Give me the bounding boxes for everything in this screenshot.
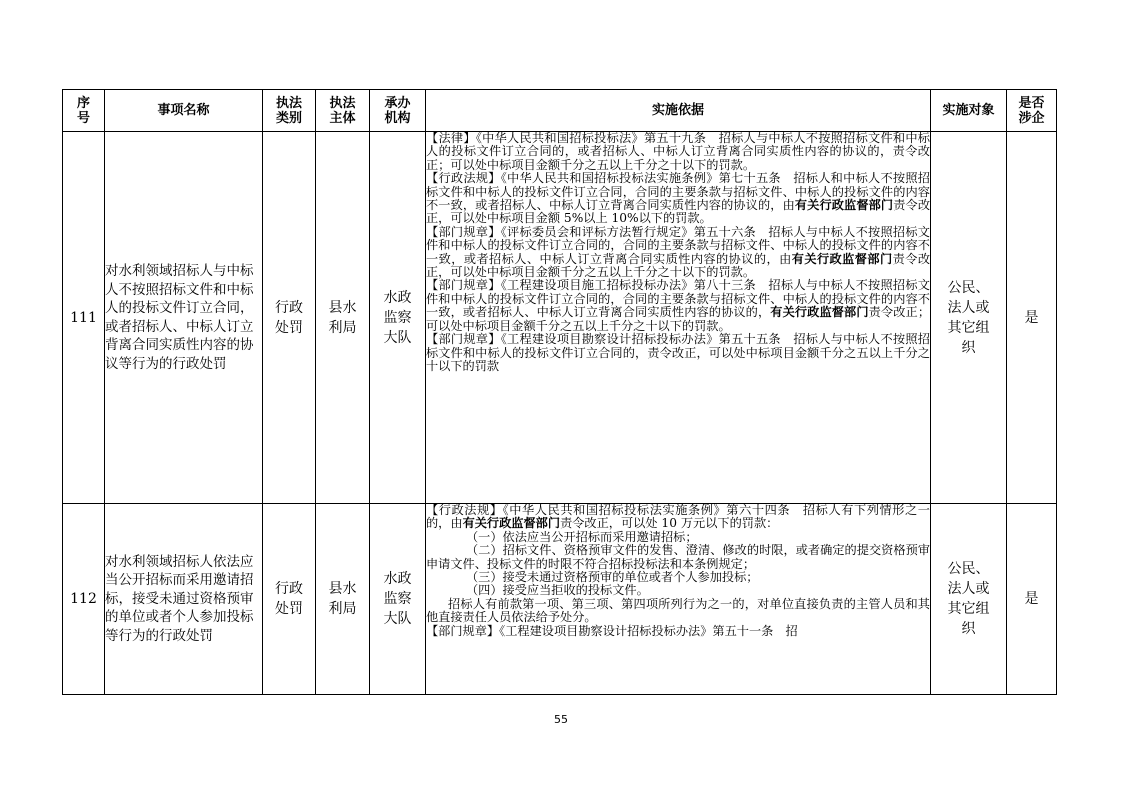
row-target: 公民、法人或其它组织 — [931, 132, 1007, 504]
row-involves-enterprise: 是 — [1007, 132, 1057, 504]
row-target: 公民、法人或其它组织 — [931, 504, 1007, 695]
basis-rule-paragraph: 【部门规章】《工程建设项目勘察设计招标投标办法》第五十五条 招标人与中标人不按照招标文件和中标人的投标文件订立合同的，责令改正，可以处中标项目金额千分之五以上千分之十以下的罚款 — [426, 332, 930, 373]
row-involves-enterprise: 是 — [1007, 504, 1057, 695]
row-item-name: 对水利领域招标人依法应当公开招标而采用邀请招标，接受未通过资格预审的单位或者个人参加投标等行为的行政处罚 — [105, 504, 263, 695]
basis-rule-paragraph: 【部门规章】《工程建设项目勘察设计招标投标办法》第五十一条 招 — [426, 623, 798, 638]
row-enforcement-type: 行政处罚 — [263, 132, 316, 504]
header-enforcement-subject: 执法主体 — [316, 90, 370, 132]
row-seq: 112 — [63, 504, 105, 695]
basis-rule-paragraph: 【部门规章】《工程建设项目施工招标投标办法》第八十三条 招标人与中标人不按照招标文件和中标人的投标文件订立合同的，合同的主要条款与招标文件、中标人的投标文件的内容不一致，或者招标人、中标人订立背离合同实质性内容的协议的，有关行政监督部门责令改正；可以处中标项目金额千分之五以上千分之十以下的罚款。 — [426, 278, 931, 333]
supervision-dept-bold: 有关行政监督部门 — [794, 198, 894, 213]
row-item-name: 对水利领域招标人与中标人不按照招标文件和中标人的投标文件订立合同，或者招标人、中标人订立背离合同实质性内容的协议等行为的行政处罚 — [105, 132, 263, 504]
header-item-name: 事项名称 — [105, 90, 263, 132]
supervision-dept-bold: 有关行政监督部门 — [791, 251, 893, 266]
enforcement-items-table — [62, 89, 1057, 695]
basis-list-item: （二）招标文件、资格预审文件的发售、澄清、修改的时限，或者确定的提交资格预审申请文件、投标文件的时限不符合招标投标法和本条例规定； — [426, 543, 930, 571]
row-enforcement-subject: 县水利局 — [316, 504, 370, 695]
table-row — [63, 504, 1057, 695]
header-seq: 序号 — [63, 90, 105, 132]
supervision-dept-bold: 有关行政监督部门 — [462, 516, 561, 531]
basis-list-item: （四）接受应当拒收的投标文件。 — [466, 583, 649, 598]
basis-rule-paragraph: 【部门规章】《评标委员会和评标方法暂行规定》第五十六条 招标人与中标人不按照招标文件和中标人的投标文件订立合同的，合同的主要条款与招标文件、中标人的投标文件的内容不一致，或者招标人、中标人订立背离合同实质性内容的协议的，由有关行政监督部门责令改正，可以处中标项目金额千分之五以上千分之十以下的罚款。 — [426, 224, 931, 280]
basis-law-paragraph: 【法律】《中华人民共和国招标投标法》第五十九条 招标人与中标人不按照招标文件和中标人的投标文件订立合同的，或者招标人、中标人订立背离合同实质性内容的协议的，责令改正；可以处中标项目金额千分之五以上千分之十以下的罚款。 — [426, 131, 930, 172]
page-number: 55 — [554, 713, 568, 726]
header-target: 实施对象 — [931, 90, 1007, 132]
header-enforcement-type: 执法类别 — [263, 90, 316, 132]
header-implementation-basis: 实施依据 — [426, 90, 931, 132]
row-handling-agency: 水政监察大队 — [370, 504, 426, 695]
row-implementation-basis — [426, 132, 931, 504]
row-enforcement-type: 行政处罚 — [263, 504, 316, 695]
basis-paragraph: 招标人有前款第一项、第三项、第四项所列行为之一的，对单位直接负责的主管人员和其他直接责任人员依法给予处分。 — [426, 596, 930, 625]
basis-regulation-paragraph: 【行政法规】《中华人民共和国招标投标法实施条例》第七十五条 招标人和中标人不按照招标文件和中标人的投标文件订立合同，合同的主要条款与招标文件、中标人的投标文件的内容不一致，或者招标人、中标人订立背离合同实质性内容的协议的，由有关行政监督部门责令改正，可以处中标项目金额 5%以上 10%以下的罚款。 — [426, 171, 931, 226]
row-implementation-basis — [426, 504, 931, 695]
table-row — [63, 132, 1057, 504]
basis-list-item: （一）依法应当公开招标而采用邀请招标； — [466, 529, 698, 544]
supervision-dept-bold: 有关行政监督部门 — [770, 305, 869, 320]
row-enforcement-subject: 县水利局 — [316, 132, 370, 504]
header-involves-enterprise: 是否涉企 — [1007, 90, 1057, 132]
basis-regulation-paragraph: 【行政法规】《中华人民共和国招标投标法实施条例》第六十四条 招标人有下列情形之一的，由有关行政监督部门责令改正，可以处 10 万元以下的罚款： — [426, 503, 930, 531]
header-handling-agency: 承办机构 — [370, 90, 426, 132]
row-seq: 111 — [63, 132, 105, 504]
header-row — [63, 90, 1057, 132]
basis-list-item: （三）接受未通过资格预审的单位或者个人参加投标； — [466, 570, 759, 585]
row-handling-agency: 水政监察大队 — [370, 132, 426, 504]
